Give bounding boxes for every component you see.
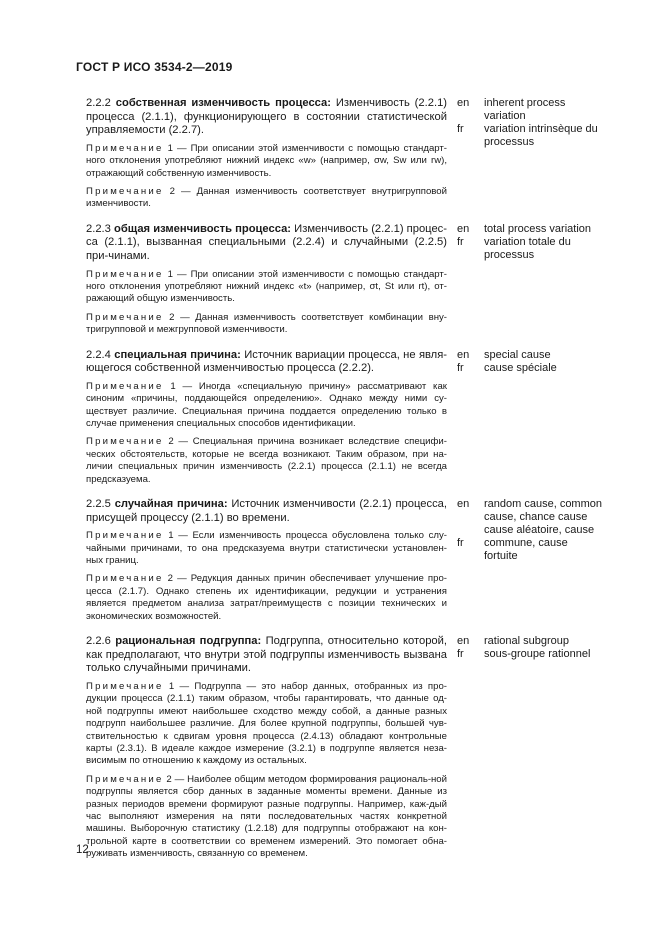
term-entry-2-2-2 [86, 97, 606, 217]
equivalent-fr: cause aléatoire, cause commune, cause fortuite [484, 524, 595, 563]
language-codes: en fr [457, 635, 470, 661]
note-1: Примечание 1 — При описании этой изменчивости с помощью стандарт-ного отклонения употребляют нижний индекс «w» (например, σw, Sw или rw), отражающий собственную изменчивость. [86, 142, 447, 179]
language-codes: en fr [457, 97, 470, 135]
page-number: 12 [76, 844, 89, 856]
note-2: Примечание 2 — Данная изменчивость соответствует комбинации вну-тригрупповой и межгрупповой изменчивости. [86, 311, 448, 336]
language-codes: en fr [457, 498, 470, 550]
equivalents [484, 97, 604, 217]
note-2: Примечание 2 — Специальная причина возникает вследствие специфи-ческих обстоятельств, которые не всегда возникают. Таким образом, при на-личии специальных причин изменчивость (2.2.1) процесса (2.1.1) не всегда предсказуема. [86, 436, 447, 485]
term-name: общая изменчивость процесса: [114, 222, 292, 235]
term-entry-2-2-5 [86, 498, 606, 629]
language-codes: en fr [457, 222, 470, 248]
note-1: Примечание 1 — Подгруппа — это набор данных, отобранных из про-дукции процесса (2.1.1) таким образом, чтобы гарантировать, что данные од-ной подгруппы имеют наибольшее сходство между собой, а данные разных подгрупп наибольшее различие. Для более крупной подгруппы, большей чув-ствительностью к сдвигам уровня процесса (2.4.13) обладают контрольные карты (2.3.1). В идеале каждое измерение (3.2.1) в подгруппе является неза-висимым по отношению к каждому из остальных. [86, 680, 447, 767]
term-definition: 2.2.6 рациональная подгруппа: Подгруппа, относительно которой, как предполагают, что внутри этой подгруппы изменчивость вызвана только случайными причинами. [86, 635, 448, 675]
term-name: специальная причина: [114, 348, 241, 361]
note-2: Примечание 2 — Данная изменчивость соответствует внутригрупповой изменчивости. [86, 186, 447, 210]
equivalent-fr: cause spéciale [484, 361, 557, 374]
term-name: собственная изменчивость процесса: [115, 97, 331, 109]
equivalent-en: inherent process variation [484, 97, 566, 122]
term-definition: 2.2.2 собственная изменчивость процесса: Изменчивость (2.2.1) процесса (2.1.1), функционирующего в состоянии статистической управляемости (2.2.7). [86, 97, 448, 137]
note-2: Примечание 2 — Редукция данных причин обеспечивает улучшение про-цесса (2.1.7). Однако степень их идентификации, редукции и устранения является предметом анализа затрат/преимуществ с позиции технических и экономических возможностей. [86, 573, 447, 622]
term-definition: 2.2.3 общая изменчивость процесса: Изменчивость (2.2.1) процес-са (2.1.1), вызванная специальными (2.2.4) и случайными (2.2.5) при-чинами. [86, 222, 447, 262]
equivalents [484, 498, 604, 629]
term-name: рациональная подгруппа: [115, 635, 262, 648]
document-header: ГОСТ Р ИСО 3534-2—2019 [76, 60, 233, 74]
note-1: Примечание 1 — Если изменчивость процесса обусловлена только слу-чайными причинами, то она предсказуема внутри статистически установлен-ных границ. [86, 530, 447, 567]
term-name: случайная причина: [114, 498, 228, 511]
equivalent-en: random cause, common cause, chance cause [484, 498, 602, 524]
equivalent-fr: sous-groupe rationnel [484, 648, 591, 661]
note-1: Примечание 1 — Иногда «специальную причину» рассматривают как синоним «причины, поддающейся определению». Однако между ними су-ществует различие. Специальная причина поддается определению только в случае применения специальных способов идентификации. [86, 380, 447, 430]
equivalents [484, 635, 604, 866]
term-definition: 2.2.4 специальная причина: Источник вариации процесса, не явля-ющегося собственной изменчивостью процесса (2.2.2). [86, 348, 447, 375]
equivalent-fr: variation intrinsèque du processus [484, 123, 598, 148]
equivalent-fr: variation totale du processus [484, 235, 571, 261]
note-1: Примечание 1 — При описании этой изменчивости с помощью стандарт-ного отклонения употребляют нижний индекс «t» (например, σt, St или rt), от-ражающий общую изменчивость. [86, 268, 447, 305]
terms-content [86, 97, 606, 873]
language-codes: en fr [457, 348, 470, 374]
equivalent-en: total process variation [484, 222, 591, 235]
term-entry-2-2-4 [86, 349, 606, 492]
term-entry-2-2-3 [86, 223, 606, 343]
equivalent-en: rational subgroup [484, 635, 570, 648]
term-entry-2-2-6 [86, 635, 606, 866]
equivalents [484, 349, 604, 492]
equivalent-en: special cause [484, 348, 551, 361]
term-definition: 2.2.5 случайная причина: Источник изменчивости (2.2.1) процесса, присущей процессу (2.1.1) во времени. [86, 498, 447, 524]
note-2: Примечание 2 — Наиболее общим методом формирования рациональ-ной подгруппы является сбор данных в заданные моменты времени. Данные из разных периодов времени формируют разные подгруппы. Например, каж-дый час выполняют измерения на пяти последовательных частях конкретной машины. Выборочную статистику (1.2.18) для подгруппы отображают на кон-трольной карте в соответствии со временем измерений. Это помогает обна-руживать изменчивость, связанную со временем. [86, 773, 448, 860]
equivalents [484, 223, 604, 343]
